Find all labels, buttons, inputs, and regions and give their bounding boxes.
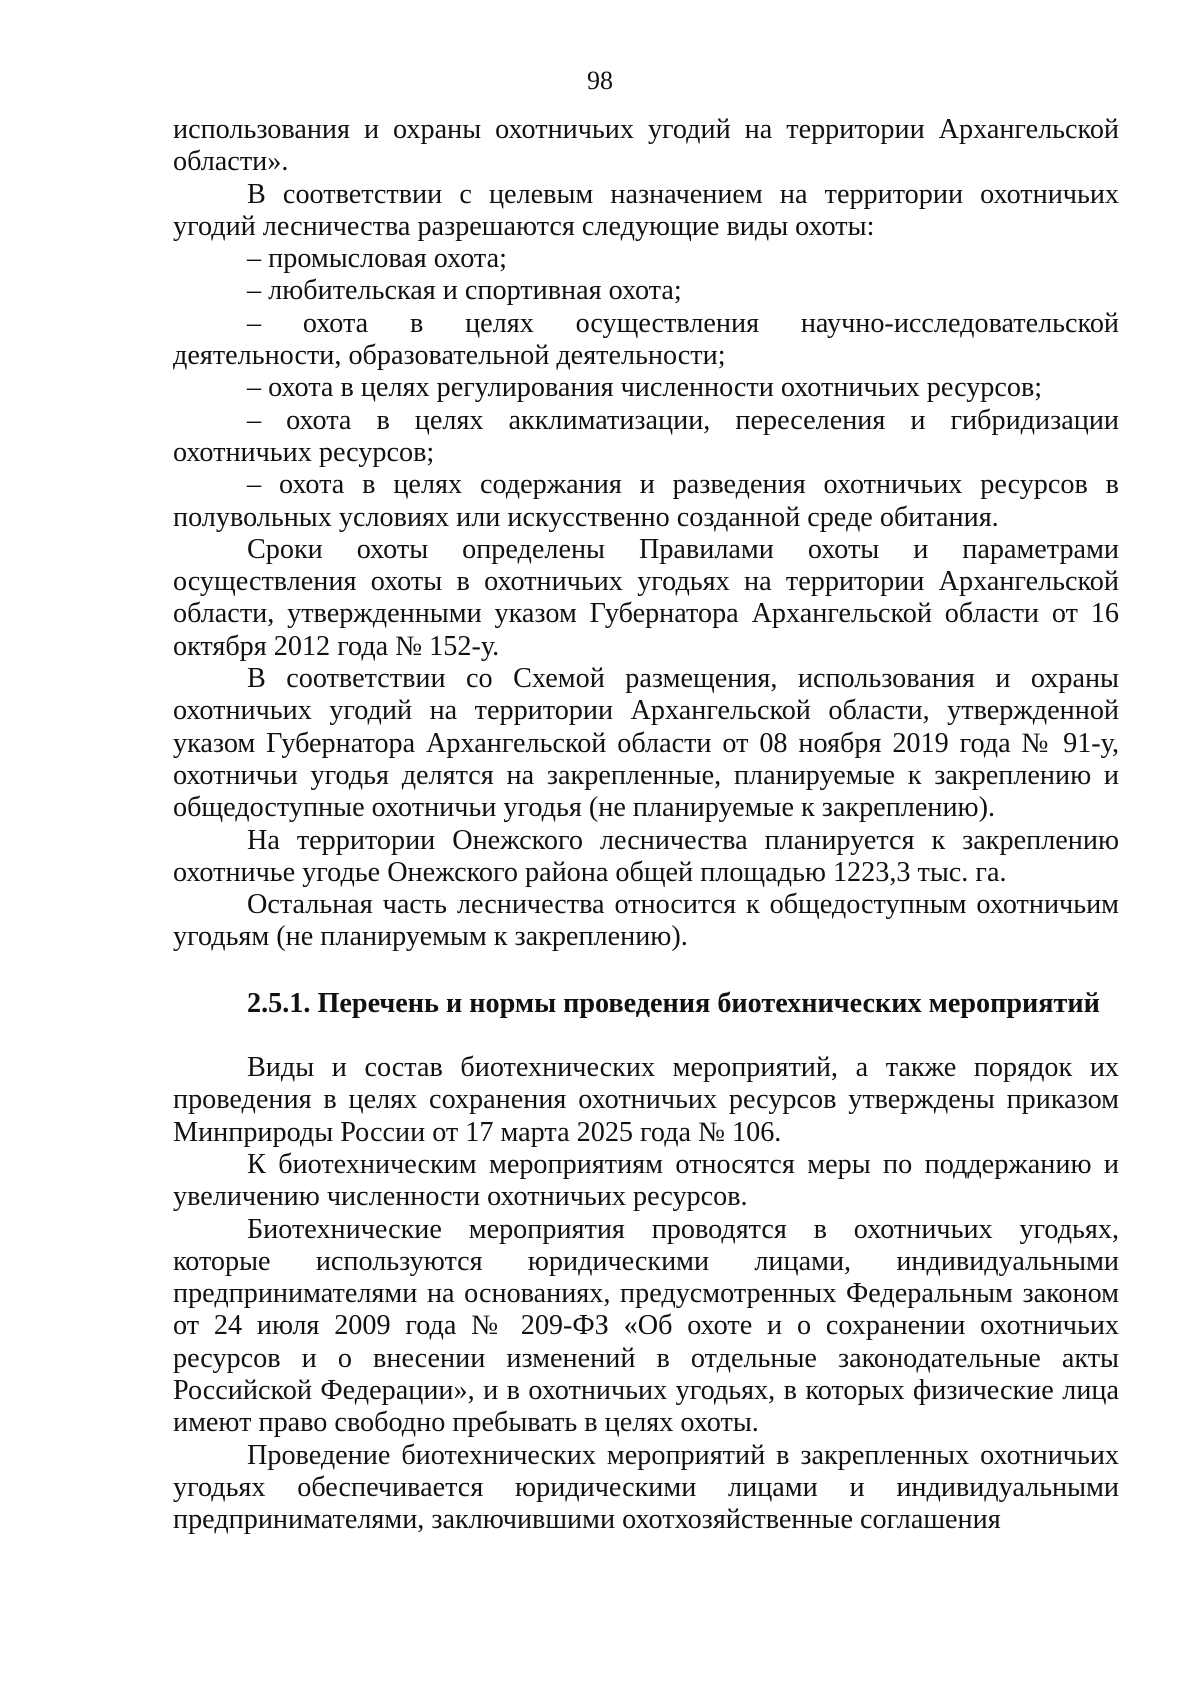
list-item: – охота в целях акклиматизации, переселения и гибридизации охотничьих ресурсов; xyxy=(173,404,1119,468)
list-item: – охота в целях осуществления научно-исследовательской деятельности, образовательной деятельности; xyxy=(173,307,1119,372)
paragraph: Биотехнические мероприятия проводятся в охотничьих угодьях, которые используются юридическими лицами, индивидуальными предпринимателями на основаниях, предусмотренных Федеральным законом от 24 июля 2009 года № 209-ФЗ «Об охоте и о сохранении охотничьих ресурсов и о внесении изменений в отдельные законодательные акты Российской Федерации», и в охотничьих угодьях, в которых физические лица имеют право свободно пребывать в целях охоты. xyxy=(173,1213,1119,1439)
paragraph: На территории Онежского лесничества планируется к закреплению охотничье угодье Онежского района общей площадью 1223,3 тыс. га. xyxy=(173,824,1119,888)
paragraph: В соответствии со Схемой размещения, использования и охраны охотничьих угодий на территории Архангельской области, утвержденной указом Губернатора Архангельской области от 08 ноября 2019 года № 91-у, охотничьи угодья делятся на закрепленные, планируемые к закреплению и общедоступные охотничьи угодья (не планируемые к закреплению). xyxy=(173,663,1119,824)
paragraph: Виды и состав биотехнических мероприятий, а также порядок их проведения в целях сохранения охотничьих ресурсов утверждены приказом Минприроды России от 17 марта 2025 года № 106. xyxy=(173,1052,1119,1148)
paragraph: Сроки охоты определены Правилами охоты и параметрами осуществления охоты в охотничьих угодьях на территории Архангельской области, утвержденными указом Губернатора Архангельской области от 16 октября 2012 года № 152-у. xyxy=(173,533,1119,662)
paragraph: В соответствии с целевым назначением на территории охотничьих угодий лесничества разрешаются следующие виды охоты: xyxy=(173,178,1119,242)
paragraph: Остальная часть лесничества относится к общедоступным охотничьим угодьям (не планируемым к закреплению). xyxy=(173,889,1119,953)
list-item: – любительская и спортивная охота; xyxy=(247,275,682,307)
section-heading: 2.5.1. Перечень и нормы проведения биотехнических мероприятий xyxy=(247,987,1100,1019)
page-number: 98 xyxy=(587,66,613,95)
list-item: – охота в целях содержания и разведения охотничьих ресурсов в полувольных условиях или искусственно созданной среде обитания. xyxy=(173,469,1119,533)
paragraph: К биотехническим мероприятиям относятся меры по поддержанию и увеличению численности охотничьих ресурсов. xyxy=(173,1148,1119,1213)
list-item: – промысловая охота; xyxy=(247,243,507,275)
list-item: – охота в целях регулирования численности охотничьих ресурсов; xyxy=(247,372,1043,404)
paragraph: использования и охраны охотничьих угодий на территории Архангельской области». xyxy=(173,114,1119,178)
document-body xyxy=(173,114,1119,1536)
paragraph: Проведение биотехнических мероприятий в закрепленных охотничьих угодьях обеспечивается юридическими лицами и индивидуальными предпринимателями, заключившими охотхозяйственные соглашения xyxy=(173,1439,1119,1536)
